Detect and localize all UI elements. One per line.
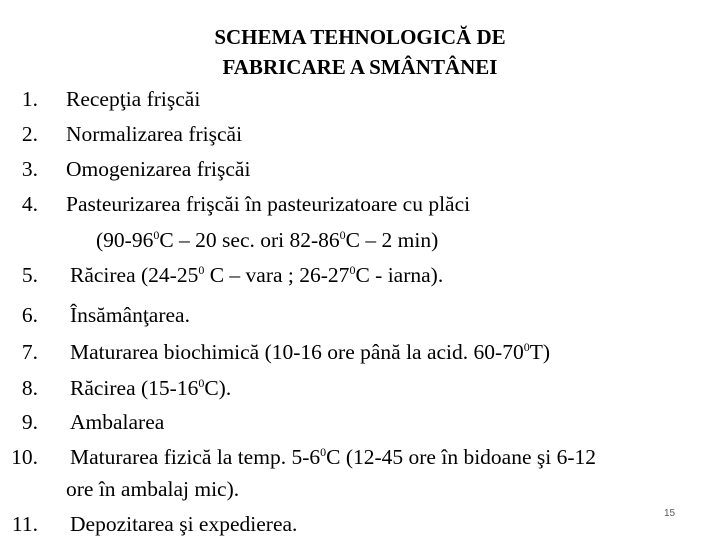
item-number: 3. xyxy=(21,157,38,181)
item-text: Pasteurizarea frişcăi în pasteurizatoare cu plăci xyxy=(66,192,471,216)
item-text: Maturarea fizică la temp. $5-6^0C$ (12-45 ore în bidoane şi 6-12 xyxy=(70,445,597,469)
item-number: 6. xyxy=(21,303,38,327)
page-title xyxy=(130,22,590,82)
item-text: Ambalarea xyxy=(70,410,165,434)
item-text: Maturarea biochimică (10-16 ore până la acid. $60-70^0T$) xyxy=(70,340,550,364)
item-number: 9. xyxy=(21,410,38,434)
item-text: ore în ambalaj mic). xyxy=(66,477,240,501)
item-text: Însămânţarea. xyxy=(70,303,190,327)
item-number: 10. xyxy=(11,445,38,469)
item-number: 7. xyxy=(21,340,38,364)
item-number: 11. xyxy=(11,512,38,536)
item-text: Răcirea $(15-16^0C)$. xyxy=(70,376,232,400)
item-text: Omogenizarea frişcăi xyxy=(66,157,251,181)
item-number: 4. xyxy=(21,192,38,216)
title-line-1: SCHEMA TEHNOLOGICĂ DE xyxy=(214,25,506,49)
page-number: 15 xyxy=(664,508,676,519)
item-text: ($90-96^0C - 20$ sec. ori $82-86^0C - 2$ min) xyxy=(96,228,439,252)
item-number: 5. xyxy=(21,263,38,287)
item-text: Răcirea ($24-25^0$ C – vara ; $26-27^0C$ - iarna). xyxy=(70,263,444,287)
title-line-2: FABRICARE A SMÂNTÂNEI xyxy=(222,55,498,79)
item-number: 2. xyxy=(21,122,38,146)
item-text: Normalizarea frişcăi xyxy=(66,122,243,146)
item-number: 1. xyxy=(21,87,38,111)
item-number: 8. xyxy=(21,376,38,400)
item-text: Recepţia frişcăi xyxy=(66,87,201,111)
item-text: Depozitarea şi expedierea. xyxy=(70,512,298,536)
